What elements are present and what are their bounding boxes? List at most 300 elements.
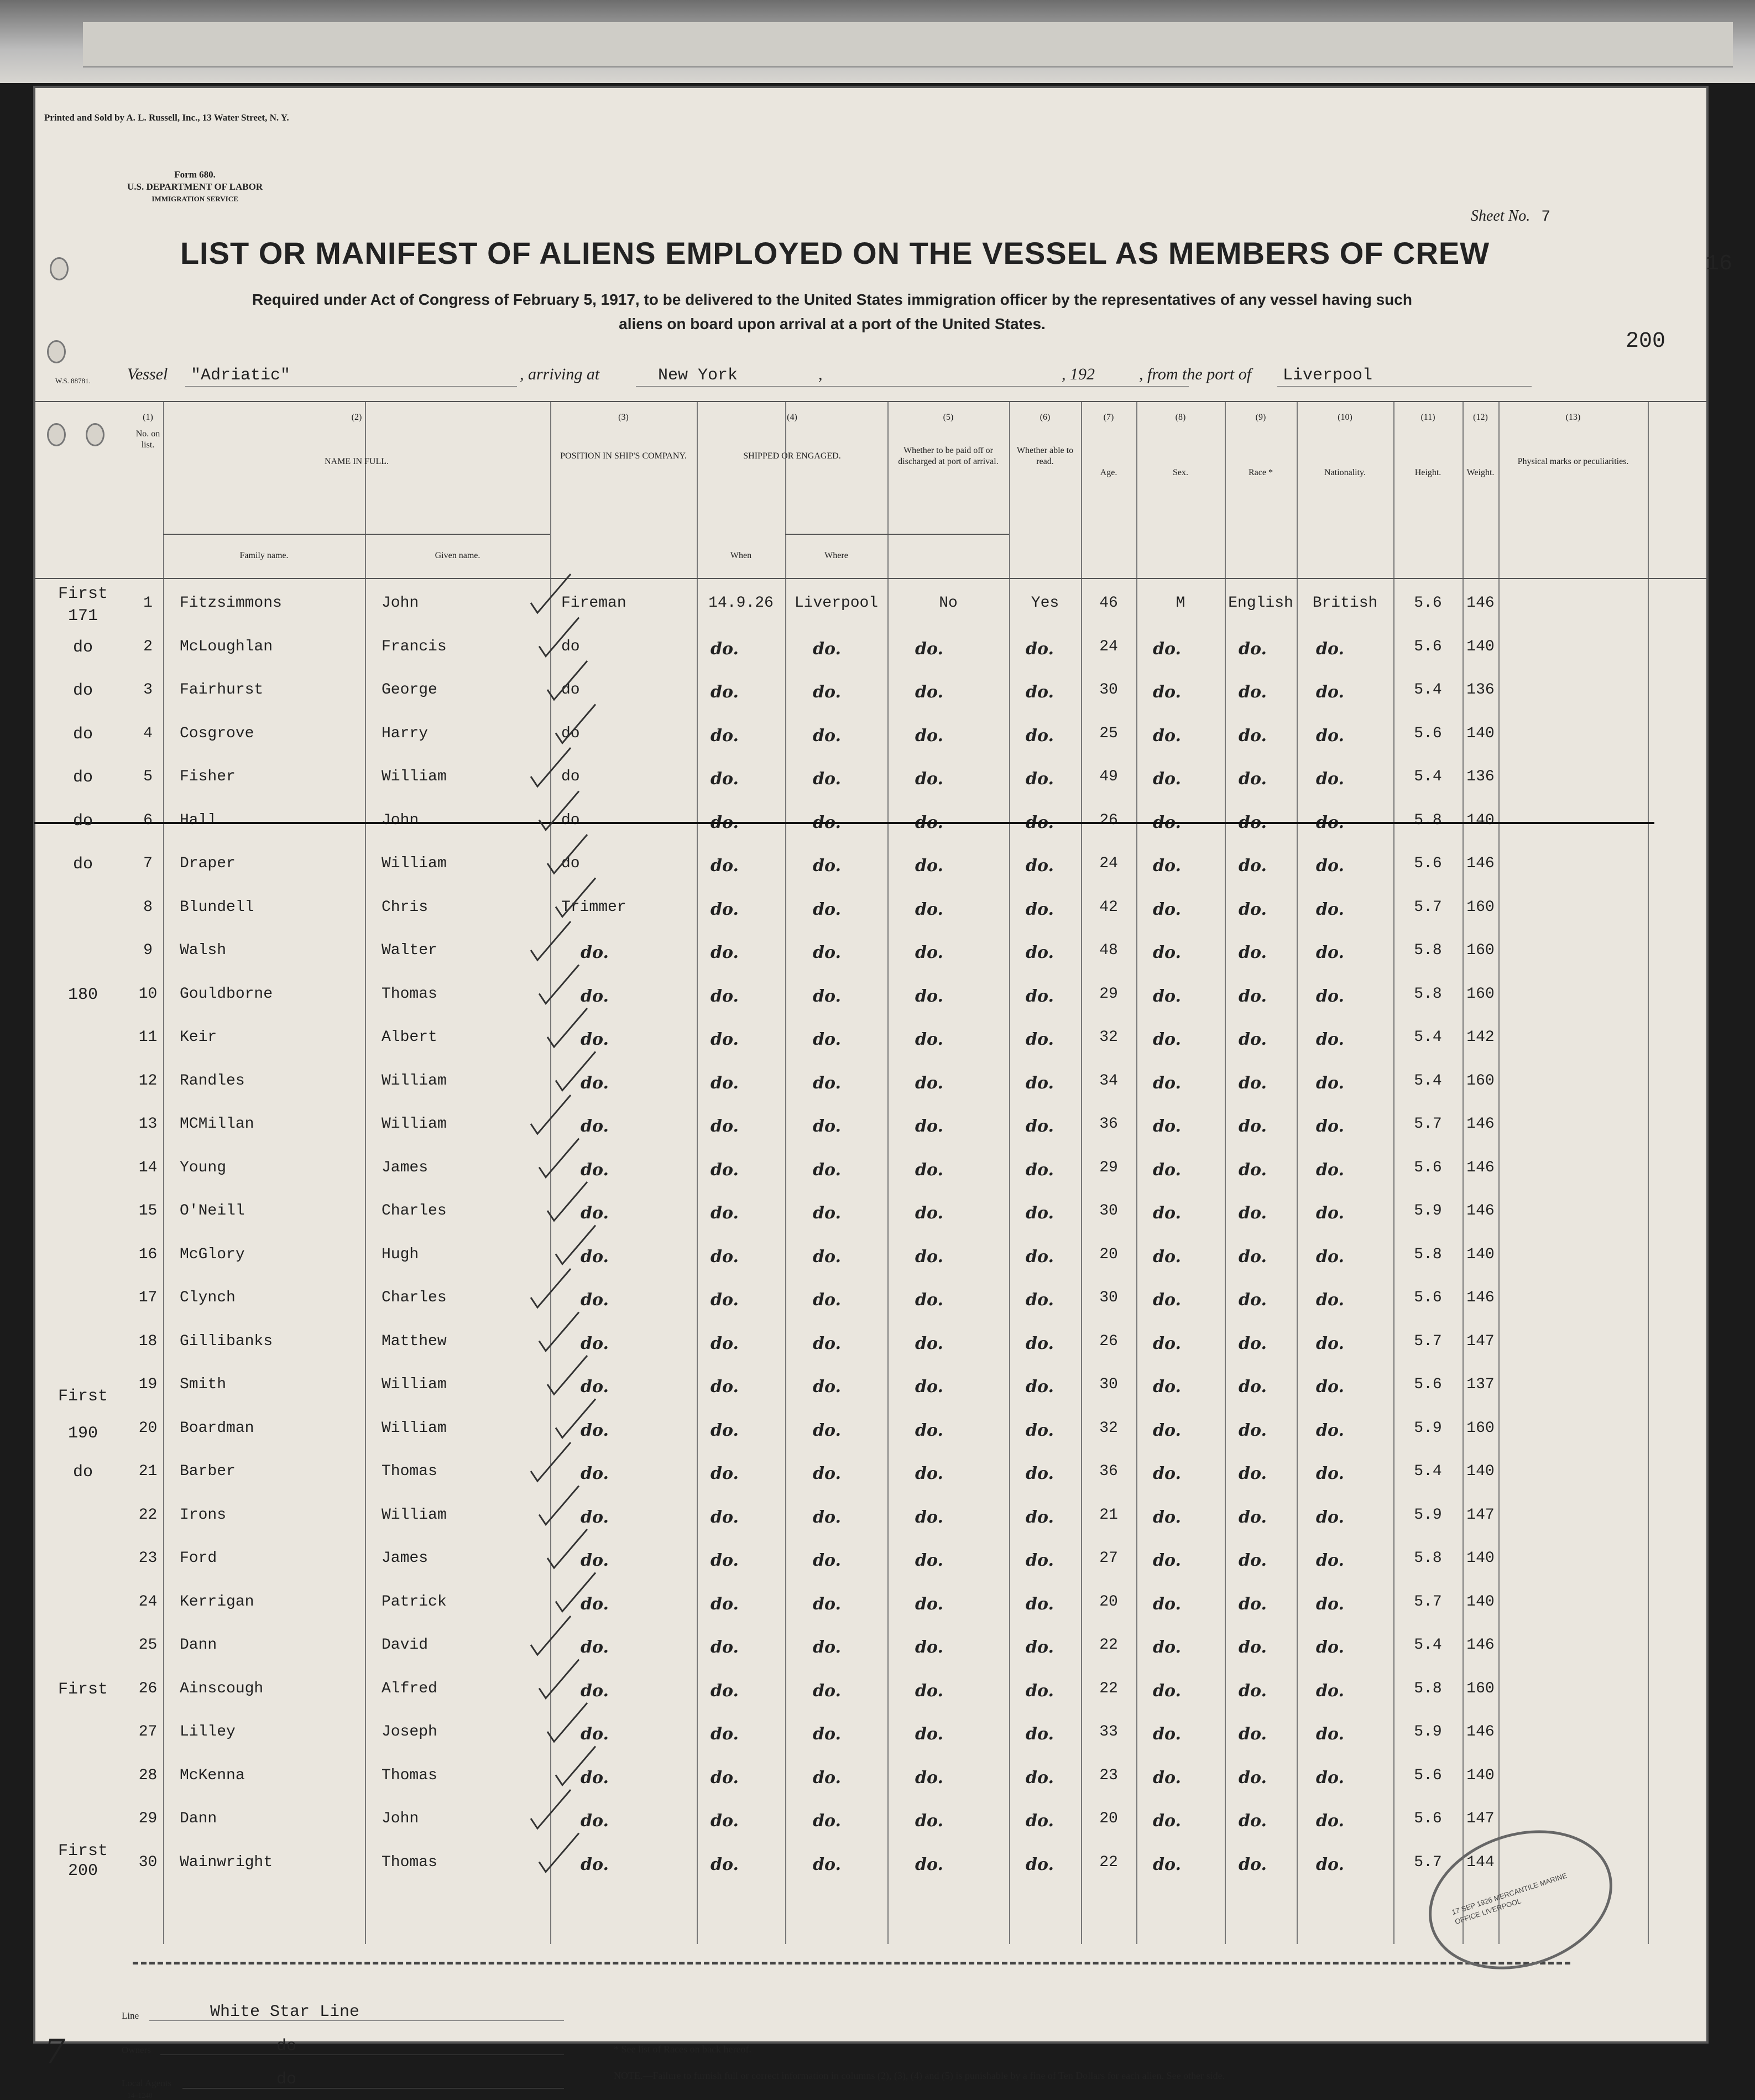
age: 26 [1099, 811, 1118, 829]
ws-code: W.S. 88781. [55, 377, 91, 385]
ditto-when: do. [711, 1290, 739, 1310]
ditto-nationality: do. [1316, 1464, 1344, 1483]
height: 5.8 [1414, 942, 1442, 959]
position: do [561, 681, 580, 699]
height: 5.9 [1414, 1723, 1442, 1741]
ditto-read: do. [1026, 1464, 1054, 1483]
owners-value: do [276, 2037, 297, 2056]
weight: 140 [1466, 638, 1495, 655]
age: 30 [1099, 681, 1118, 699]
ditto-nationality: do. [1316, 769, 1344, 789]
ditto-when: do. [711, 1073, 739, 1093]
row-number: 8 [143, 898, 153, 916]
ditto-where: do. [813, 1333, 841, 1353]
family-name: Irons [180, 1506, 227, 1524]
weight: 140 [1466, 811, 1495, 829]
ditto-where: do. [813, 1464, 841, 1483]
ditto-read: do. [1026, 1724, 1054, 1744]
margin-mark: 7 [44, 2033, 66, 2071]
family-name: McLoughlan [180, 638, 273, 655]
ditto-nationality: do. [1316, 1160, 1344, 1180]
given-name: Patrick [382, 1593, 447, 1611]
ditto-read: do. [1026, 1594, 1054, 1614]
stamp-text: 17 SEP 1926 MERCANTILE MARINE OFFICE LIVERPOOL [1450, 1871, 1568, 1926]
given-name: Matthew [382, 1332, 447, 1350]
given-name: Walter [382, 942, 437, 959]
given-name: William [382, 1419, 447, 1437]
col4-number: (4) [787, 413, 797, 422]
family-name: Gillibanks [180, 1332, 273, 1350]
sex: M [1176, 595, 1185, 612]
ditto-when: do. [711, 1420, 739, 1440]
weight: 160 [1466, 985, 1495, 1003]
ditto-where: do. [813, 1420, 841, 1440]
ditto-when: do. [711, 1160, 739, 1180]
age: 22 [1099, 1853, 1118, 1871]
row-number: 11 [138, 1029, 158, 1046]
ditto-sex: do. [1153, 1507, 1181, 1527]
col9-number: (9) [1255, 413, 1266, 422]
ditto-sex: do. [1153, 1681, 1181, 1701]
given-name: James [382, 1159, 429, 1176]
family-name: McGlory [180, 1246, 245, 1263]
age: 46 [1099, 595, 1118, 612]
ditto-when: do. [711, 1811, 739, 1831]
ditto-race: do. [1239, 1420, 1267, 1440]
age: 27 [1099, 1550, 1118, 1567]
subtitle [105, 288, 1559, 336]
weight: 146 [1466, 595, 1495, 612]
page-title: LIST OR MANIFEST OF ALIENS EMPLOYED ON THE VESSEL AS MEMBERS OF CREW [180, 236, 1490, 270]
ditto-sex: do. [1153, 943, 1181, 962]
ditto-nationality: do. [1316, 1290, 1344, 1310]
binder-hole [86, 423, 105, 446]
weight: 140 [1466, 1246, 1495, 1263]
weight: 146 [1466, 1116, 1495, 1133]
weight: 160 [1466, 1072, 1495, 1090]
family-name: Kerrigan [180, 1593, 254, 1611]
weight: 142 [1466, 1029, 1495, 1046]
ditto-when: do. [711, 1854, 739, 1874]
left-margin-note: 190 [67, 1424, 98, 1443]
year-prefix: , 192 [1062, 365, 1095, 383]
ditto-when: do. [711, 812, 739, 832]
handwritten-check-marks [33, 401, 1709, 1950]
row-number: 13 [138, 1116, 158, 1133]
form-code: 14–1240 [127, 2091, 153, 2099]
row-number: 9 [143, 942, 153, 959]
ditto-where: do. [813, 769, 841, 789]
ditto-where: do. [813, 1203, 841, 1223]
height: 5.8 [1414, 1550, 1442, 1567]
binder-hole [50, 257, 69, 280]
ditto-nationality: do. [1316, 639, 1344, 659]
ditto-position: do. [581, 1203, 609, 1223]
weight: 146 [1466, 1159, 1495, 1176]
ditto-sex: do. [1153, 726, 1181, 746]
row-number: 28 [138, 1766, 158, 1784]
ditto-sex: do. [1153, 1811, 1181, 1831]
vessel-name: "Adriatic" [191, 366, 291, 385]
ditto-where: do. [813, 856, 841, 876]
nationality: British [1312, 595, 1378, 612]
ditto-race: do. [1239, 899, 1267, 919]
ditto-position: do. [581, 1073, 609, 1093]
age: 48 [1099, 942, 1118, 959]
ditto-read: do. [1026, 1811, 1054, 1831]
given-name: David [382, 1637, 429, 1654]
given-name: William [382, 855, 447, 872]
ditto-when: do. [711, 943, 739, 962]
given-name: William [382, 768, 447, 785]
row-number: 21 [138, 1463, 158, 1480]
left-margin-note: 171 [67, 607, 98, 626]
family-name: Blundell [180, 898, 254, 916]
row-number: 22 [138, 1506, 158, 1524]
line-label: Line [122, 2010, 139, 2021]
height: 5.8 [1414, 811, 1442, 829]
ditto-nationality: do. [1316, 1247, 1344, 1267]
ditto-position: do. [581, 1768, 609, 1788]
ditto-sex: do. [1153, 1160, 1181, 1180]
age: 25 [1099, 725, 1118, 742]
position: do [561, 638, 580, 655]
ditto-read: do. [1026, 1551, 1054, 1570]
row-number: 24 [138, 1593, 158, 1611]
weight: 147 [1466, 1506, 1495, 1524]
row-number: 5 [143, 768, 153, 785]
age: 22 [1099, 1637, 1118, 1654]
ditto-paid: do. [915, 1507, 943, 1527]
ditto-where: do. [813, 812, 841, 832]
age: 49 [1099, 768, 1118, 785]
given-name: Thomas [382, 985, 437, 1003]
ditto-paid: do. [915, 1203, 943, 1223]
ditto-when: do. [711, 1464, 739, 1483]
ditto-nationality: do. [1316, 899, 1344, 919]
weight: 140 [1466, 1766, 1495, 1784]
ditto-paid: do. [915, 1768, 943, 1788]
ditto-position: do. [581, 1594, 609, 1614]
ditto-position: do. [581, 1420, 609, 1440]
age: 29 [1099, 1159, 1118, 1176]
ditto-nationality: do. [1316, 1854, 1344, 1874]
ditto-where: do. [813, 1507, 841, 1527]
row-number: 29 [138, 1810, 158, 1827]
col10-number: (10) [1338, 413, 1352, 422]
ditto-sex: do. [1153, 1247, 1181, 1267]
ditto-sex: do. [1153, 1073, 1181, 1093]
ditto-nationality: do. [1316, 1377, 1344, 1396]
ditto-paid: do. [915, 1160, 943, 1180]
ditto-where: do. [813, 682, 841, 702]
sheet-number [1471, 207, 1550, 226]
subtitle-line-2: aliens on board upon arrival at a port of the United States. [619, 315, 1046, 332]
family-name: Smith [180, 1376, 227, 1393]
ditto-paid: do. [915, 1247, 943, 1267]
ditto-read: do. [1026, 1377, 1054, 1396]
ditto-where: do. [813, 1811, 841, 1831]
ditto-read: do. [1026, 1073, 1054, 1093]
ditto-when: do. [711, 1594, 739, 1614]
ditto-sex: do. [1153, 769, 1181, 789]
given-name: Hugh [382, 1246, 419, 1263]
ditto-race: do. [1239, 639, 1267, 659]
given-name: Thomas [382, 1463, 437, 1480]
row-number: 4 [143, 725, 153, 742]
age: 36 [1099, 1116, 1118, 1133]
ditto-race: do. [1239, 856, 1267, 876]
ditto-nationality: do. [1316, 1594, 1344, 1614]
owners-label: Owners [122, 2045, 151, 2055]
ditto-sex: do. [1153, 1854, 1181, 1874]
given-name: William [382, 1506, 447, 1524]
form-number: Form 680. [174, 169, 216, 180]
family-name: O'Neill [180, 1202, 245, 1220]
age: 22 [1099, 1680, 1118, 1697]
col10-header: Nationality. [1324, 468, 1366, 477]
ditto-paid: do. [915, 1464, 943, 1483]
position: Fireman [561, 595, 626, 612]
ditto-race: do. [1239, 1551, 1267, 1570]
family-name: Young [180, 1159, 227, 1176]
given-name: John [382, 595, 419, 612]
ditto-position: do. [581, 1160, 609, 1180]
family-name: Wainwright [180, 1853, 273, 1871]
ditto-sex: do. [1153, 1333, 1181, 1353]
ditto-paid: do. [915, 1073, 943, 1093]
margin-number-second: 200 [1626, 329, 1666, 354]
family-name: Boardman [180, 1419, 254, 1437]
ditto-race: do. [1239, 769, 1267, 789]
height: 5.9 [1414, 1506, 1442, 1524]
position: do [561, 725, 580, 742]
col4-where-header: Where [824, 551, 848, 560]
line-value: White Star Line [210, 2003, 360, 2021]
ditto-where: do. [813, 1160, 841, 1180]
ditto-when: do. [711, 899, 739, 919]
departure-port: Liverpool [1283, 366, 1373, 385]
height: 5.6 [1414, 855, 1442, 872]
paid-off: No [939, 595, 958, 612]
ditto-paid: do. [915, 1854, 943, 1874]
height: 5.6 [1414, 1159, 1442, 1176]
ditto-when: do. [711, 726, 739, 746]
ditto-nationality: do. [1316, 943, 1344, 962]
ditto-when: do. [711, 1681, 739, 1701]
ditto-race: do. [1239, 1594, 1267, 1614]
height: 5.7 [1414, 1853, 1442, 1871]
ditto-paid: do. [915, 812, 943, 832]
ditto-when: do. [711, 1203, 739, 1223]
printer-note: Printed and Sold by A. L. Russell, Inc., 13 Water Street, N. Y. [44, 112, 289, 123]
ditto-race: do. [1239, 1507, 1267, 1527]
ditto-position: do. [581, 1464, 609, 1483]
ditto-race: do. [1239, 1333, 1267, 1353]
ditto-sex: do. [1153, 1377, 1181, 1396]
given-name: Francis [382, 638, 447, 655]
height: 5.7 [1414, 1116, 1442, 1133]
age: 24 [1099, 638, 1118, 655]
age: 34 [1099, 1072, 1118, 1090]
ditto-read: do. [1026, 639, 1054, 659]
row-number: 12 [138, 1072, 158, 1090]
col3-header: POSITION IN SHIP'S COMPANY. [560, 451, 687, 461]
col11-number: (11) [1420, 413, 1435, 422]
ditto-sex: do. [1153, 986, 1181, 1006]
ditto-nationality: do. [1316, 1724, 1344, 1744]
ditto-read: do. [1026, 943, 1054, 962]
ditto-race: do. [1239, 1811, 1267, 1831]
ditto-sex: do. [1153, 1117, 1181, 1136]
ditto-read: do. [1026, 1160, 1054, 1180]
weight: 144 [1466, 1853, 1495, 1871]
ditto-race: do. [1239, 1724, 1267, 1744]
height: 5.6 [1414, 595, 1442, 612]
col5-number: (5) [943, 413, 954, 422]
ditto-position: do. [581, 986, 609, 1006]
height: 5.4 [1414, 1029, 1442, 1046]
left-margin-note: do [72, 811, 93, 831]
row-number: 27 [138, 1723, 158, 1741]
ditto-read: do. [1026, 856, 1054, 876]
ditto-where: do. [813, 726, 841, 746]
height: 5.6 [1414, 1810, 1442, 1827]
ditto-paid: do. [915, 1030, 943, 1049]
binder-hole [47, 423, 66, 446]
weight: 146 [1466, 855, 1495, 872]
penalty-note: NOTE.—Failure to furnish full or correct information in columns (2), (3), (4) and (5) is punishable by a fine of Ten Dollars for each alien. See other side. [614, 2070, 1225, 2081]
race: English [1228, 595, 1293, 612]
age: 33 [1099, 1723, 1118, 1741]
ditto-race: do. [1239, 1464, 1267, 1483]
ditto-read: do. [1026, 899, 1054, 919]
ditto-race: do. [1239, 1203, 1267, 1223]
row-number: 19 [138, 1376, 158, 1393]
ditto-sex: do. [1153, 1420, 1181, 1440]
age: 42 [1099, 898, 1118, 916]
position: Trimmer [561, 898, 626, 916]
weight: 136 [1466, 768, 1495, 785]
ditto-position: do. [581, 1247, 609, 1267]
ditto-nationality: do. [1316, 1117, 1344, 1136]
height: 5.7 [1414, 898, 1442, 916]
age: 26 [1099, 1332, 1118, 1350]
ditto-position: do. [581, 1290, 609, 1310]
weight: 160 [1466, 942, 1495, 959]
row-number: 1 [143, 595, 153, 612]
given-name: Thomas [382, 1853, 437, 1871]
ditto-when: do. [711, 1507, 739, 1527]
left-margin-note: do [72, 725, 93, 744]
weight: 147 [1466, 1332, 1495, 1350]
height: 5.8 [1414, 1680, 1442, 1697]
ditto-where: do. [813, 1290, 841, 1310]
ditto-sex: do. [1153, 639, 1181, 659]
given-name: William [382, 1116, 447, 1133]
row-number: 25 [138, 1637, 158, 1654]
ditto-paid: do. [915, 1594, 943, 1614]
ditto-where: do. [813, 1638, 841, 1657]
age: 20 [1099, 1593, 1118, 1611]
height: 5.4 [1414, 1637, 1442, 1654]
ditto-paid: do. [915, 726, 943, 746]
ditto-where: do. [813, 1681, 841, 1701]
family-name: Keir [180, 1029, 217, 1046]
ditto-read: do. [1026, 1681, 1054, 1701]
height: 5.9 [1414, 1202, 1442, 1220]
given-name: Chris [382, 898, 429, 916]
ditto-where: do. [813, 1377, 841, 1396]
age: 20 [1099, 1810, 1118, 1827]
position: do [561, 855, 580, 872]
family-name: Dann [180, 1637, 217, 1654]
ditto-read: do. [1026, 1420, 1054, 1440]
row-number: 30 [138, 1853, 158, 1871]
ditto-where: do. [813, 1724, 841, 1744]
ditto-race: do. [1239, 1117, 1267, 1136]
left-margin-note: First [58, 1387, 108, 1406]
weight: 160 [1466, 1680, 1495, 1697]
arriving-label: , arriving at [520, 365, 600, 383]
family-name: Walsh [180, 942, 227, 959]
age: 20 [1099, 1246, 1118, 1263]
col13-number: (13) [1565, 413, 1581, 422]
ditto-position: do. [581, 943, 609, 962]
ditto-position: do. [581, 1854, 609, 1874]
ditto-race: do. [1239, 1290, 1267, 1310]
ditto-paid: do. [915, 1681, 943, 1701]
height: 5.4 [1414, 1072, 1442, 1090]
shipped-when: 14.9.26 [708, 595, 774, 612]
col4-when-header: When [730, 551, 752, 560]
ditto-read: do. [1026, 1030, 1054, 1049]
weight: 137 [1466, 1376, 1495, 1393]
ditto-position: do. [581, 1117, 609, 1136]
position: do [561, 768, 580, 785]
ditto-nationality: do. [1316, 1811, 1344, 1831]
ditto-when: do. [711, 1117, 739, 1136]
top-page-edge [0, 0, 1755, 83]
left-margin-note: 180 [67, 985, 98, 1004]
weight: 146 [1466, 1723, 1495, 1741]
given-name: William [382, 1072, 447, 1090]
ditto-race: do. [1239, 1638, 1267, 1657]
left-margin-note: do [72, 1463, 93, 1482]
age: 36 [1099, 1463, 1118, 1480]
left-margin-note: First [58, 585, 108, 603]
ditto-when: do. [711, 1333, 739, 1353]
ditto-race: do. [1239, 1247, 1267, 1267]
weight: 160 [1466, 1419, 1495, 1437]
family-name: Fisher [180, 768, 236, 785]
col8-number: (8) [1175, 413, 1186, 422]
ditto-race: do. [1239, 1377, 1267, 1396]
shipped-where: Liverpool [794, 595, 879, 612]
form-header [127, 169, 263, 205]
ditto-sex: do. [1153, 1594, 1181, 1614]
col8-header: Sex. [1173, 468, 1188, 477]
manifest-sheet [33, 86, 1733, 2099]
ditto-where: do. [813, 1247, 841, 1267]
col7-number: (7) [1103, 413, 1114, 422]
date-comma: , [818, 365, 823, 383]
ditto-paid: do. [915, 1551, 943, 1570]
ditto-nationality: do. [1316, 1420, 1344, 1440]
col2-number: (2) [351, 413, 362, 422]
given-name: John [382, 811, 419, 829]
ditto-where: do. [813, 1117, 841, 1136]
